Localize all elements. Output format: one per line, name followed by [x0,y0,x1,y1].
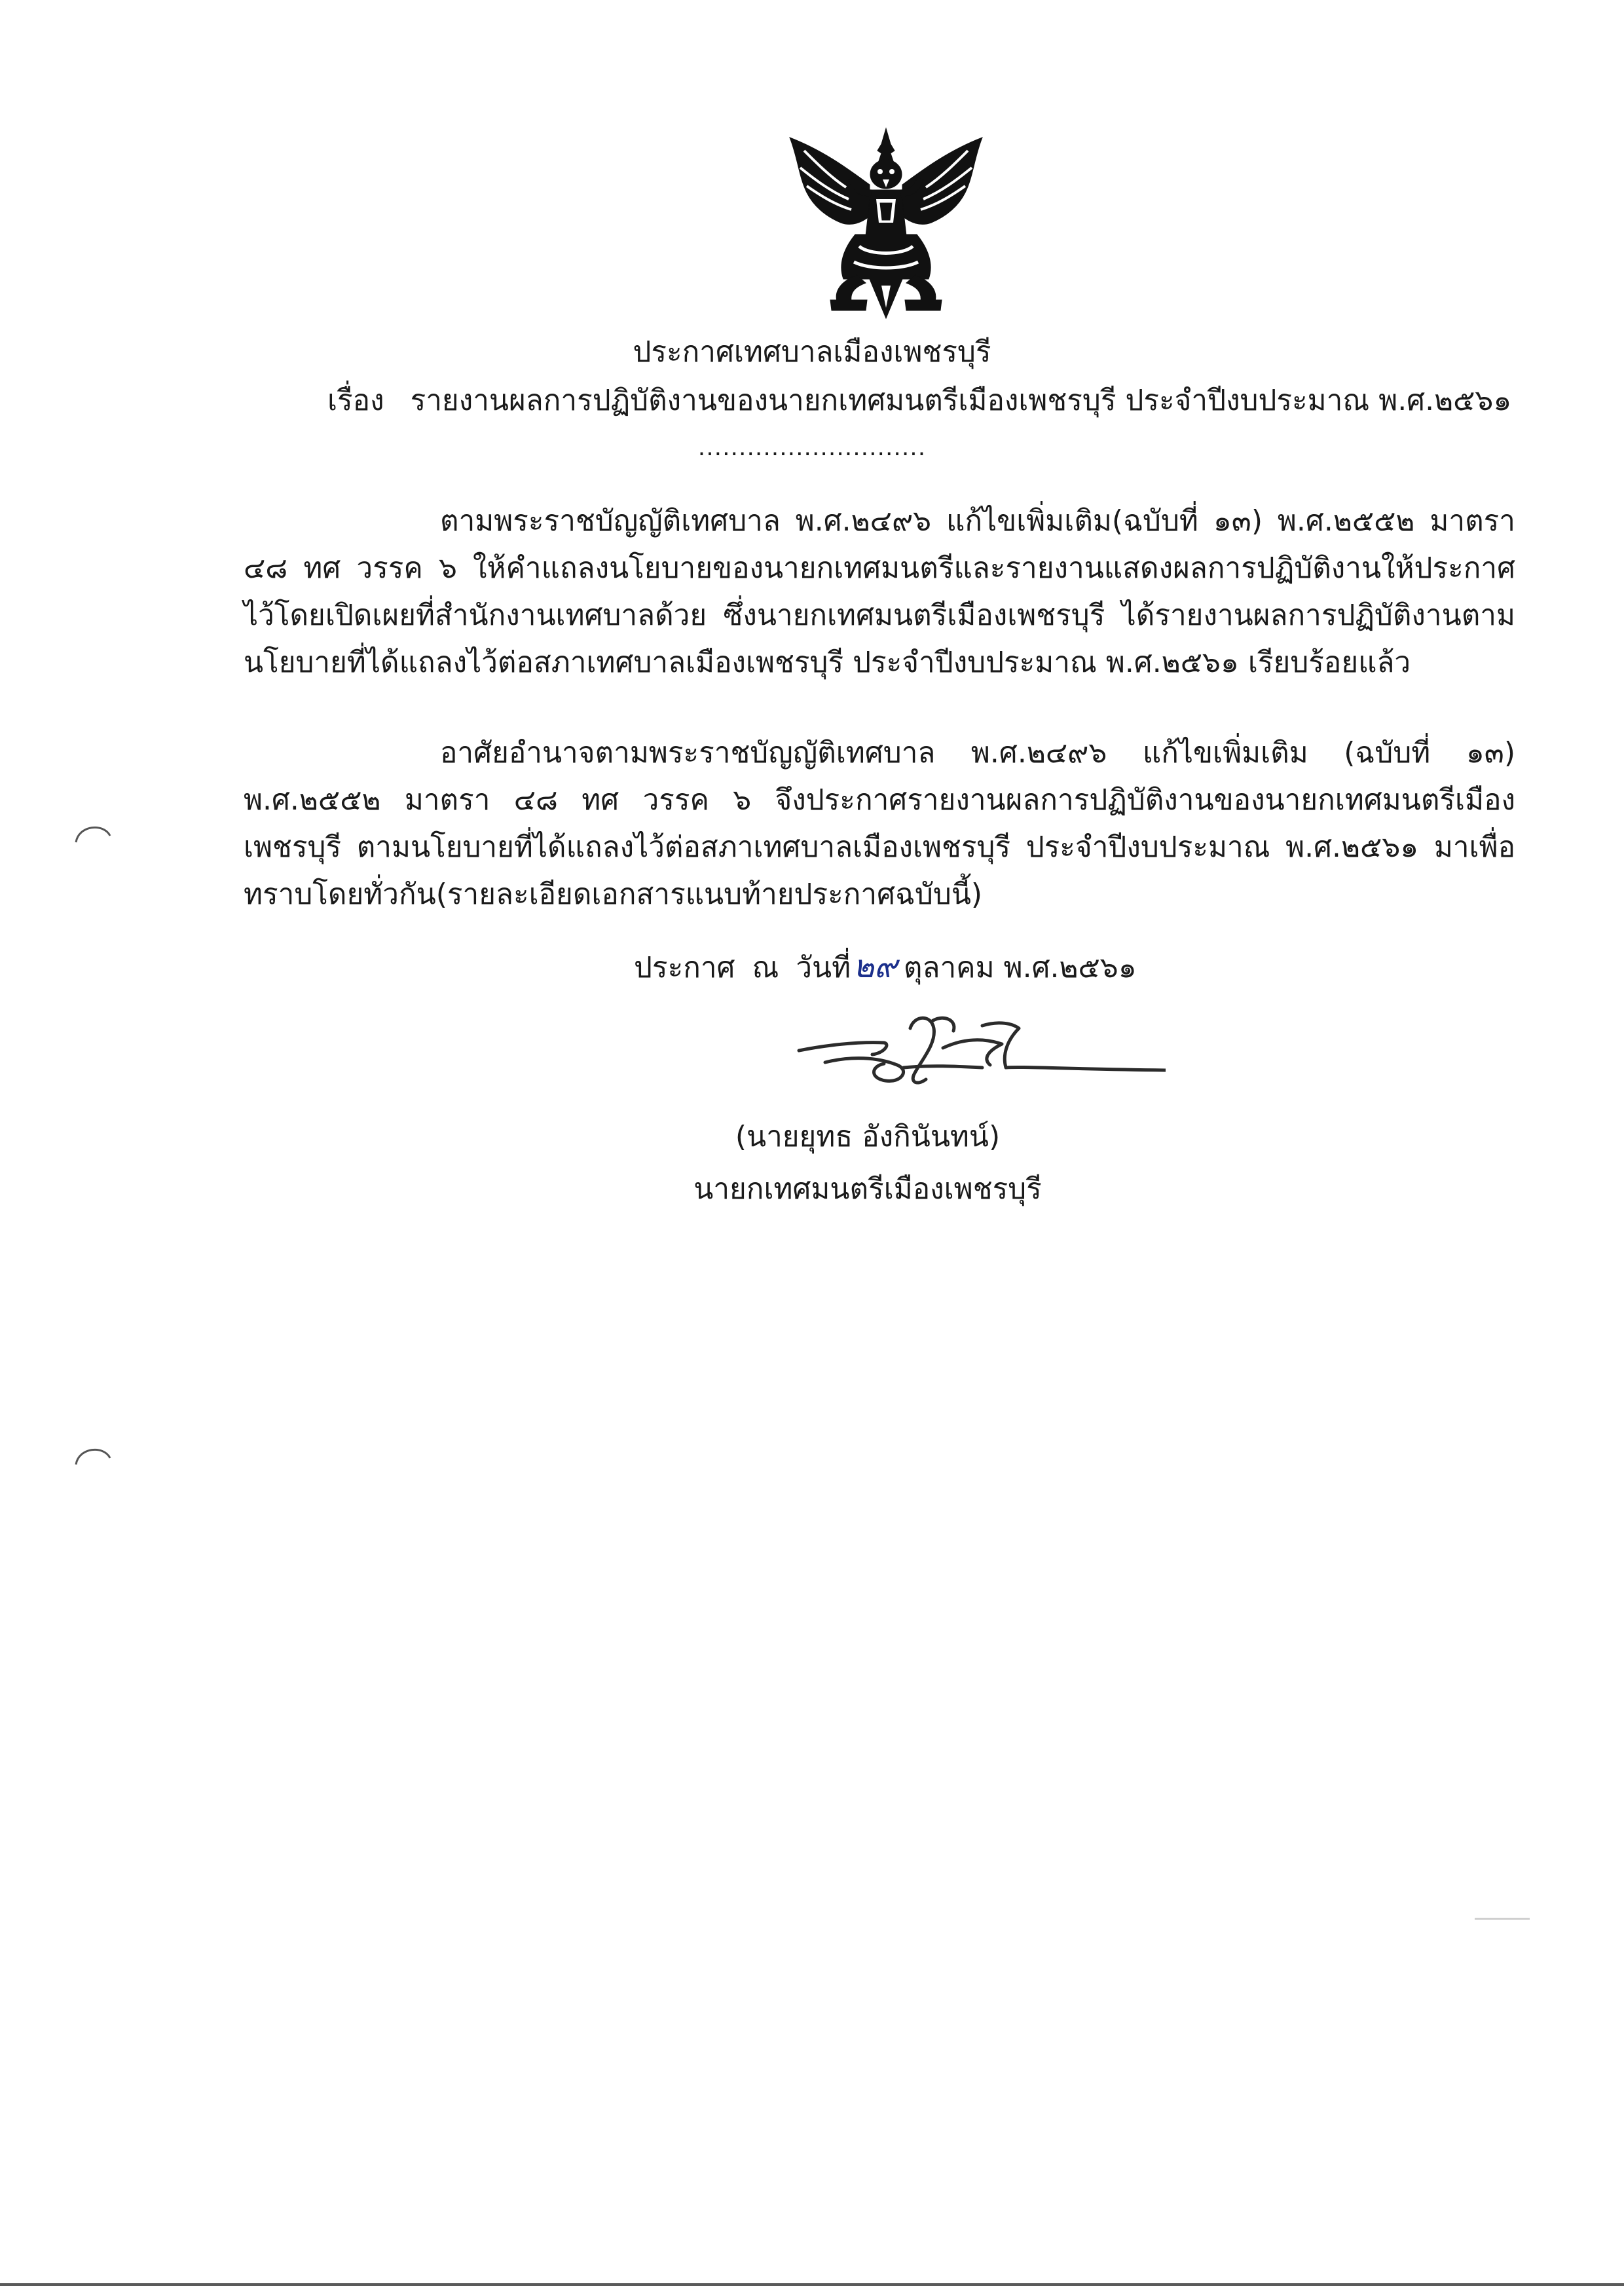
announcement-at: ณ [752,951,779,984]
announcement-date-line [634,947,1137,988]
announcement-month-year: ตุลาคม พ.ศ.๒๕๖๑ [903,951,1137,984]
announcement-prefix: ประกาศ [634,951,735,984]
punch-hole-mark [72,1441,114,1467]
scan-artifact-line [1475,1918,1530,1920]
separator-dots: ............................ [697,434,927,461]
signer-position: นายกเทศมนตรีเมืองเพชรบุรี [693,1172,1042,1206]
bottom-edge-line [0,2283,1624,2286]
signer-name: (นายยุทธ อังกินันทน์) [735,1120,1001,1153]
signature-icon [786,1002,1166,1107]
document-title: ประกาศเทศบาลเมืองเพชรบุรี [633,335,991,369]
handwritten-day: ๒๙ [853,948,897,985]
announcement-date-label: วันที่ [796,951,851,984]
body-paragraph-1: ตามพระราชบัญญัติเทศบาล พ.ศ.๒๔๙๖ แก้ไขเพิ่มเติม(ฉบับที่ ๑๓) พ.ศ.๒๕๕๒ มาตรา ๔๘ ทศ วรรค ๖ ให้คำแถลงนโยบายของนายกเทศมนตรีและรายงานแสดงผลการปฏิบัติงานให้ประกาศไว้โดยเปิดเผยที่สำนักงานเทศบาลด้วย ซึ่งนายกเทศมนตรีเมืองเพชรบุรี ได้รายงานผลการปฏิบัติงานตามนโยบายที่ได้แถลงไว้ต่อสภาเทศบาลเมืองเพชรบุรี ประจำปีงบประมาณ พ.ศ.๒๕๖๑ เรียบร้อยแล้ว [244,504,1515,679]
body-paragraph-2: อาศัยอำนาจตามพระราชบัญญัติเทศบาล พ.ศ.๒๔๙๖ แก้ไขเพิ่มเติม (ฉบับที่ ๑๓) พ.ศ.๒๕๕๒ มาตรา ๔๘ ทศ วรรค ๖ จึงประกาศรายงานผลการปฏิบัติงานของนายกเทศมนตรีเมืองเพชรบุรี ตามนโยบายที่ได้แถลงไว้ต่อสภาเทศบาลเมืองเพชรบุรี ประจำปีงบประมาณ พ.ศ.๒๕๖๑ มาเพื่อทราบโดยทั่วกัน(รายละเอียดเอกสารแนบท้ายประกาศฉบับนี้) [244,736,1515,911]
document-subject [327,381,1545,420]
subject-label: เรื่อง [327,384,384,417]
garuda-emblem-icon [778,124,994,321]
subject-text: รายงานผลการปฏิบัติงานของนายกเทศมนตรีเมืองเพชรบุรี ประจำปีงบประมาณ พ.ศ.๒๕๖๑ [410,384,1512,417]
punch-hole-mark [72,819,114,845]
